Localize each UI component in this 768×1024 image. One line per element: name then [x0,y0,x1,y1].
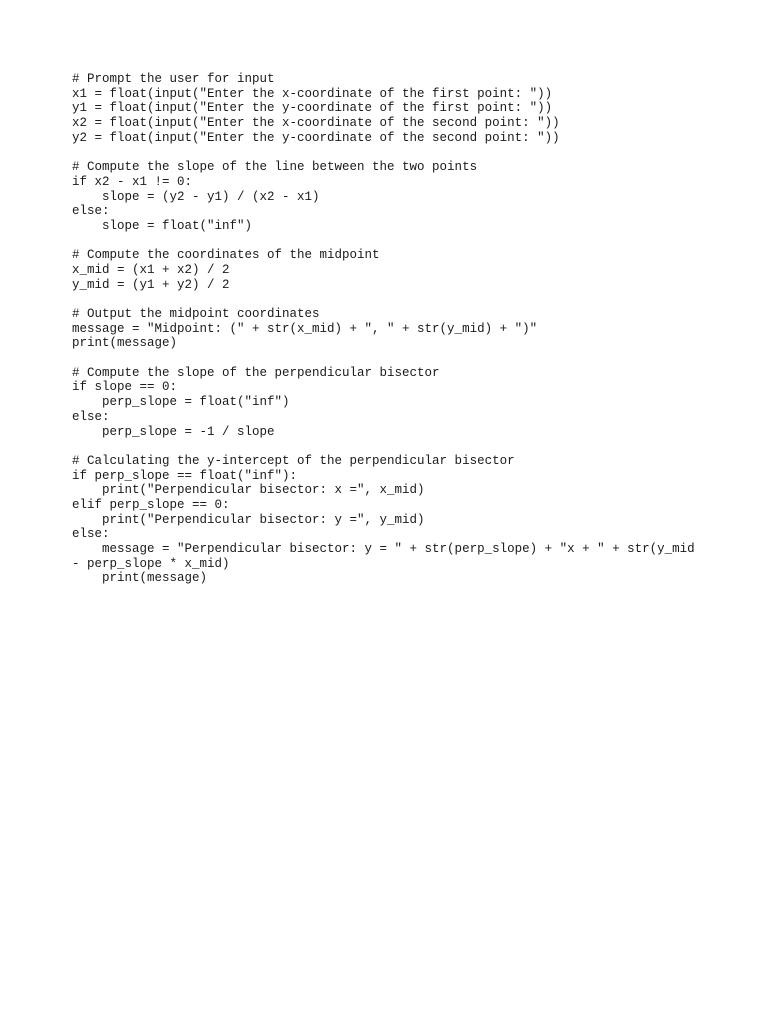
code-line [72,292,695,307]
code-line [72,145,695,160]
code-line: print("Perpendicular bisector: y =", y_mid) [72,512,425,527]
code-line: slope = (y2 - y1) / (x2 - x1) [72,189,320,204]
code-line: if slope == 0: [72,380,178,395]
code-line [72,439,695,454]
code-line: if perp_slope == float("inf"): [72,468,298,483]
code-line: else: [72,204,110,219]
code-line: message = "Perpendicular bisector: y = " + str(perp_slope) + "x + " + str(y_mid [72,542,695,556]
code-line: # Prompt the user for input [72,72,275,86]
code-line: else: [72,527,110,542]
code-line: - perp_slope * x_mid) [72,556,230,571]
code-line: # Compute the coordinates of the midpoint [72,248,380,263]
code-line: y_mid = (y1 + y2) / 2 [72,277,230,292]
code-line: elif perp_slope == 0: [72,497,230,512]
code-line: if x2 - x1 != 0: [72,174,193,189]
code-line: y1 = float(input("Enter the y-coordinate of the first point: ")) [72,101,553,116]
code-line: # Compute the slope of the perpendicular bisector [72,365,440,380]
code-line: print(message) [72,336,178,351]
code-line: message = "Midpoint: (" + str(x_mid) + ", " + str(y_mid) + ")" [72,321,538,336]
code-line: x_mid = (x1 + x2) / 2 [72,262,230,277]
code-line: print(message) [72,571,208,586]
code-block [72,72,695,586]
code-line: perp_slope = -1 / slope [72,424,275,439]
code-line: else: [72,409,110,424]
code-line: # Calculating the y-intercept of the perpendicular bisector [72,453,515,468]
code-line: perp_slope = float("inf") [72,395,290,410]
code-line: x1 = float(input("Enter the x-coordinate of the first point: ")) [72,86,553,101]
code-line: # Compute the slope of the line between the two points [72,160,478,175]
code-line [72,234,695,249]
code-line: print("Perpendicular bisector: x =", x_mid) [72,483,425,498]
code-line: y2 = float(input("Enter the y-coordinate of the second point: ")) [72,130,560,145]
code-line [72,351,695,366]
code-line: # Output the midpoint coordinates [72,307,320,321]
code-line: x2 = float(input("Enter the x-coordinate of the second point: ")) [72,116,560,131]
code-line: slope = float("inf") [72,218,253,233]
